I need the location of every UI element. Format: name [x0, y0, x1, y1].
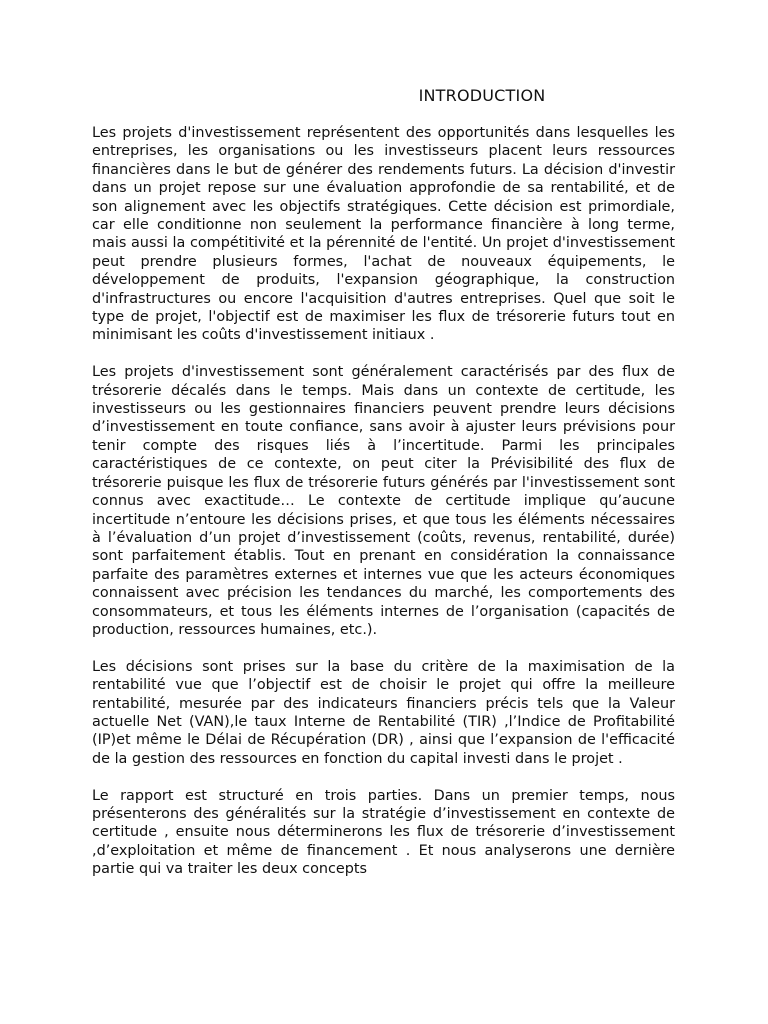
page-title: INTRODUCTION [418, 86, 546, 105]
document-body [92, 124, 675, 897]
paragraph-1: Les projets d'investissement représentent des opportunités dans lesquelles les entreprises, les organisations ou les investisseurs placent leurs ressources financières dans le but de générer des rendements futurs. La décision d'investir dans un projet repose sur une évaluation approfondie de sa rentabilité, et de son alignement avec les objectifs stratégiques. Cette décision est primordiale, car elle conditionne non seulement la performance financière à long terme, mais aussi la compétitivité et la pérennité de l'entité. Un projet d'investissement peut prendre plusieurs formes, l'achat de nouveaux équipements, le développement de produits, l'expansion géographique, la construction d'infrastructures ou encore l'acquisition d'autres entreprises. Quel que soit le type de projet, l'objectif est de maximiser les flux de trésorerie futurs tout en minimisant les coûts d'investissement initiaux . [92, 125, 675, 344]
paragraph-3: Les décisions sont prises sur la base du critère de la maximisation de la rentabilité vue que l’objectif est de choisir le projet qui offre la meilleure rentabilité, mesurée par des indicateurs financiers précis tels que la Valeur actuelle Net (VAN),le taux Interne de Rentabilité (TIR) ,l’Indice de Profitabilité (IP)et même le Délai de Récupération (DR) , ainsi que l’expansion de l'efficacité de la gestion des ressources en fonction du capital investi dans le projet . [92, 658, 675, 767]
paragraph-2: Les projets d'investissement sont généralement caractérisés par des flux de trésorerie décalés dans le temps. Mais dans un contexte de certitude, les investisseurs ou les gestionnaires financiers peuvent prendre leurs décisions d’investissement en toute confiance, sans avoir à ajuster leurs prévisions pour tenir compte des risques liés à l’incertitude. Parmi les principales caractéristiques de ce contexte, on peut citer la Prévisibilité des flux de trésorerie puisque les flux de trésorerie futurs générés par l'investissement sont connus avec exactitude… Le contexte de certitude implique qu’aucune incertitude n’entoure les décisions prises, et que tous les éléments nécessaires à l’évaluation d’un projet d’investissement (coûts, revenus, rentabilité, durée) sont parfaitement établis. Tout en prenant en considération la connaissance parfaite des paramètres externes et internes vue que les acteurs économiques connaissent avec précision les tendances du marché, les comportements des consommateurs, et tous les éléments internes de l’organisation (capacités de production, ressources humaines, etc.). [92, 364, 675, 638]
paragraph-4: Le rapport est structuré en trois parties. Dans un premier temps, nous présenterons des généralités sur la stratégie d’investissement en contexte de certitude , ensuite nous déterminerons les flux de trésorerie d’investissement ,d’exploitation et même de financement . Et nous analyserons une dernière partie qui va traiter les deux concepts [92, 787, 675, 878]
